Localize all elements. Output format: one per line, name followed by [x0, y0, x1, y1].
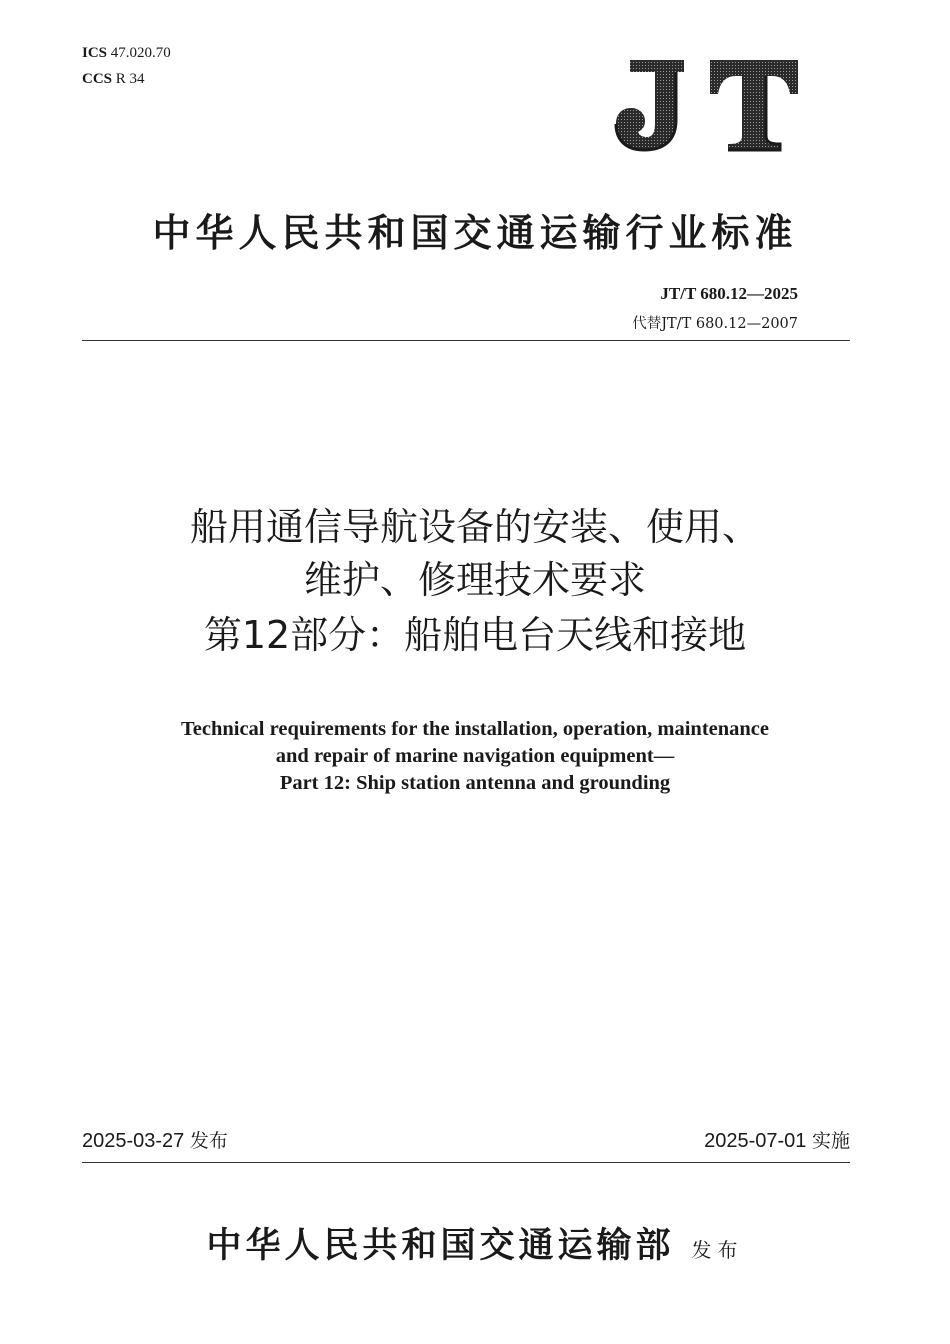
title-en-line1: Technical requirements for the installation, operation, maintenance [180, 718, 770, 740]
publisher-org: 中华人民共和国交通运输部 [206, 1225, 675, 1266]
classification-codes [82, 40, 171, 92]
title-cn-line2: 维护、修理技术要求 [303, 558, 646, 602]
ccs-label: CCS [82, 71, 113, 87]
issue-date-value: 2025-03-27 [82, 1130, 185, 1152]
jt-logo [614, 58, 800, 152]
title-en-line2: and repair of marine navigation equipment— [275, 745, 675, 767]
impl-date-label: 实施 [811, 1130, 850, 1152]
implementation-date [704, 1126, 850, 1153]
publisher [0, 1218, 950, 1268]
divider-bottom [82, 1162, 850, 1163]
ccs-code [82, 66, 171, 92]
title-en-line3: Part 12: Ship station antenna and grounding [279, 772, 671, 794]
impl-date-value: 2025-07-01 [704, 1130, 807, 1152]
logo-text: JT [614, 58, 615, 59]
publisher-action: 发布 [691, 1238, 744, 1262]
replaces-standard: 代替JT/T 680.12—2007 [632, 316, 798, 332]
issue-date-label: 发布 [189, 1130, 228, 1152]
authority-title: 中华人民共和国交通运输行业标准 [152, 210, 798, 255]
ccs-value: R 34 [115, 71, 145, 87]
ics-value: 47.020.70 [110, 45, 171, 61]
divider-top [82, 340, 850, 341]
ics-label: ICS [82, 45, 108, 61]
title-cn-line1: 船用通信导航设备的安装、使用、 [189, 505, 760, 549]
standard-number: JT/T 680.12—2025 [660, 284, 798, 303]
issue-date [82, 1126, 228, 1153]
ics-code [82, 40, 171, 66]
title-cn-line3: 第12部分：船舶电台天线和接地 [203, 613, 747, 657]
